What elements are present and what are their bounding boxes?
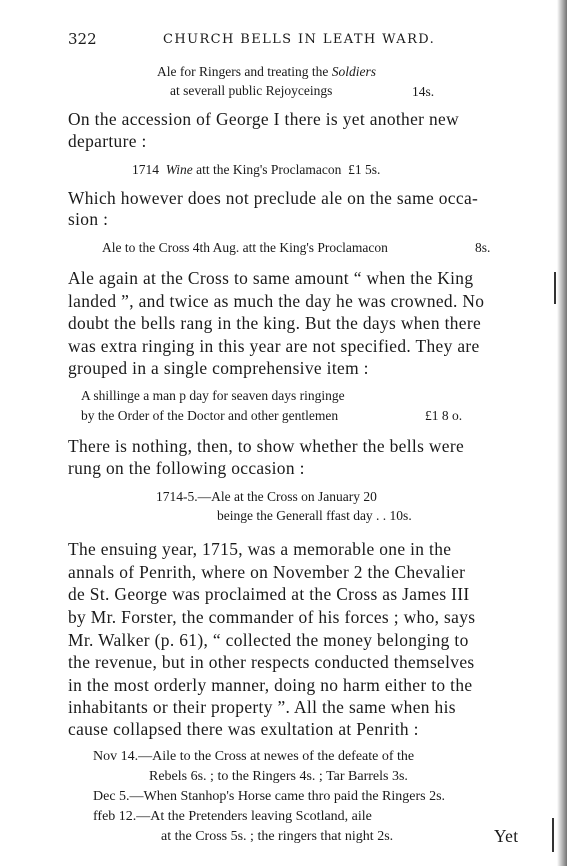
paragraph-line: the revenue, but in other respects conducted themselves [68, 652, 475, 672]
quote-amount: £1 8 o. [425, 408, 463, 423]
paragraph-line: Ale again at the Cross to same amount “ when the King [68, 268, 474, 288]
paragraph-line: landed ”, and twice as much the day he was crowned. No [68, 291, 485, 311]
scan-shadow-edge [557, 0, 567, 866]
quote-line: Nov 14.—Aile to the Cross at newes of the defeate of the [93, 749, 415, 764]
paragraph-line: was extra ringing in this year are not specified. They are [68, 336, 480, 356]
paragraph-line: grouped in a single comprehensive item : [68, 358, 369, 378]
paragraph-line: inhabitants or their property ”. All the same when his [68, 697, 456, 717]
paragraph-line: The ensuing year, 1715, was a memorable one in the [68, 539, 452, 559]
paragraph-line: On the accession of George I there is yet another new [68, 109, 460, 129]
quote-line: at severall public Rejoyceings [170, 83, 333, 98]
paragraph-line: by Mr. Forster, the commander of his forces ; who, says [68, 607, 476, 627]
paragraph-line: departure : [68, 131, 147, 151]
paragraph-line: cause collapsed there was exultation at Penrith : [68, 719, 419, 739]
catchword: Yet [494, 826, 519, 846]
paragraph-line: rung on the following occasion : [68, 458, 305, 478]
paragraph-line: de St. George was proclaimed at the Cross as James III [68, 584, 470, 604]
quote-wine-proclamacon: 1714 Wine att the King's Proclamacon £1 5s. [132, 162, 381, 177]
paragraph-line: Mr. Walker (p. 61), “ collected the money belonging to [68, 630, 469, 650]
scan-artifact [552, 818, 554, 852]
paragraph-line: There is nothing, then, to show whether the bells were [68, 436, 465, 456]
quote-line: Ale to the Cross 4th Aug. att the King's Proclamacon [102, 240, 388, 255]
page-number: 322 [68, 30, 97, 48]
quote-line: Ale for Ringers and treating the Soldiers [157, 64, 376, 79]
quote-line: at the Cross 5s. ; the ringers that night 2s. [161, 829, 394, 844]
quote-line: 1714-5.—Ale at the Cross on January 20 [156, 489, 377, 504]
paragraph-line: in the most orderly manner, doing no harm either to the [68, 675, 473, 695]
paragraph-line: sion : [68, 209, 109, 229]
paragraph-line: Which however does not preclude ale on the same occa- [68, 188, 479, 208]
running-title: CHURCH BELLS IN LEATH WARD. [163, 32, 436, 47]
running-header [68, 30, 530, 52]
quote-line: ffeb 12.—At the Pretenders leaving Scotland, aile [93, 809, 372, 824]
quote-amount: 14s. [412, 84, 435, 99]
quote-line: Rebels 6s. ; to the Ringers 4s. ; Tar Barrels 3s. [149, 769, 408, 784]
quote-line: A shillinge a man p day for seaven days ringinge [81, 388, 345, 403]
scan-artifact [554, 272, 556, 304]
paragraph-line: doubt the bells rang in the king. But the days when there [68, 313, 482, 333]
paragraph-line: annals of Penrith, where on November 2 the Chevalier [68, 562, 466, 582]
quote-line: by the Order of the Doctor and other gentlemen [81, 408, 339, 423]
quote-line: beinge the Generall ffast day . . 10s. [217, 508, 412, 523]
quote-amount: 8s. [475, 240, 491, 255]
quote-line: Dec 5.—When Stanhop's Horse came thro paid the Ringers 2s. [93, 789, 446, 804]
